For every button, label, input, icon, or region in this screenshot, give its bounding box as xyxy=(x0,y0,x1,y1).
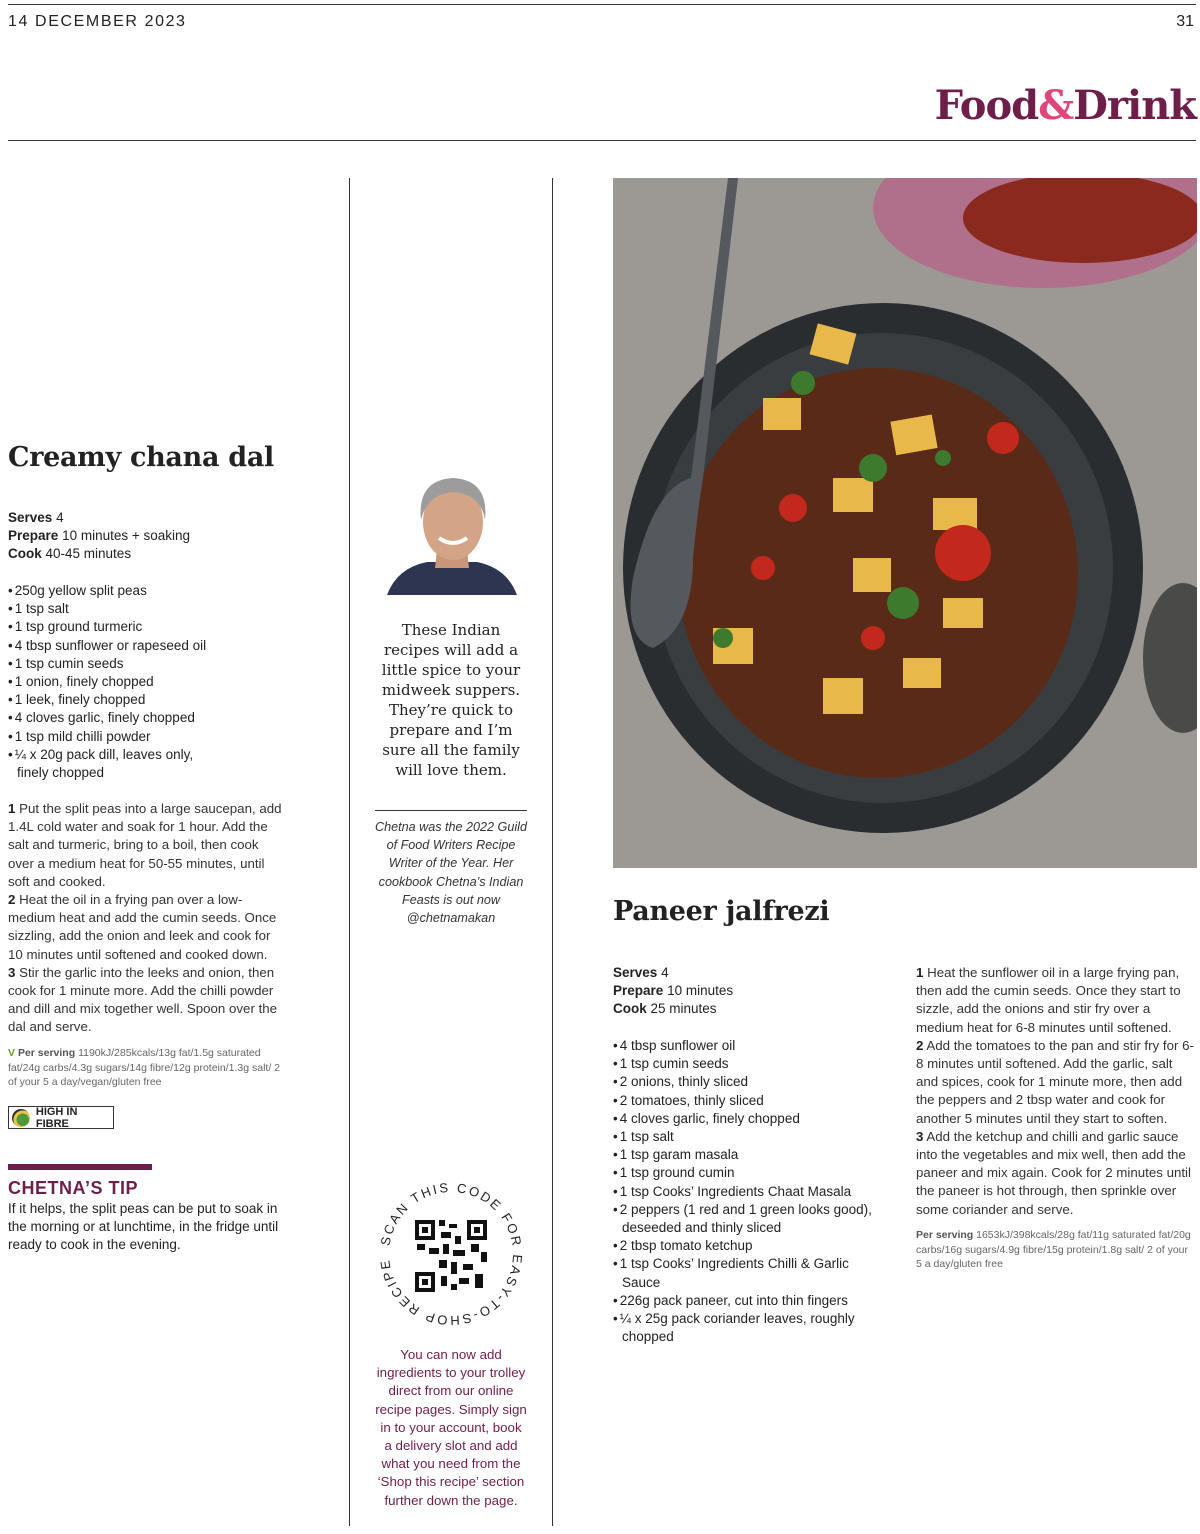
ingredient-item: • 1 tsp ground turmeric xyxy=(8,618,208,636)
prepare-value: 10 minutes xyxy=(667,983,734,999)
ingredient-item: • 4 tbsp sunflower oil xyxy=(613,1037,888,1055)
ingredient-item: • 1 tsp salt xyxy=(613,1128,888,1146)
recipe-title: Paneer jalfrezi xyxy=(613,896,830,927)
ingredient-item: • 1 onion, finely chopped xyxy=(8,673,208,691)
nutrition-text: 1190kJ/285kcals/13g fat/1.5g saturated fat/24g carbs/4.3g sugars/14g fibre/12g protein/1.3g salt/ 2 of your 5 a day/vegan/gluten free xyxy=(8,1047,281,1088)
cook-value: 25 minutes xyxy=(650,1001,717,1017)
ingredient-item: • 1 tsp garam masala xyxy=(613,1146,888,1164)
ingredient-list xyxy=(613,1037,888,1346)
method xyxy=(8,800,288,1037)
ingredient-item: • ¼ x 25g pack coriander leaves, roughly chopped xyxy=(613,1310,888,1346)
ingredient-item: • 4 cloves garlic, finely chopped xyxy=(8,709,208,727)
nutrition-info xyxy=(916,1228,1196,1272)
ingredient-item: • 2 onions, thinly sliced xyxy=(613,1073,888,1091)
step-text: Put the split peas into a large saucepan, add 1.4L cold water and soak for 1 hour. Add the salt and turmeric, bring to a boil, then cook over a medium heat for 50-55 minutes, until soft and cooked. xyxy=(8,801,282,889)
section-logo xyxy=(935,82,1196,129)
top-rule xyxy=(8,4,1196,5)
tip-title: CHETNA’S TIP xyxy=(8,1178,139,1198)
ingredient-item: • 2 tomatoes, thinly sliced xyxy=(613,1092,888,1110)
serves-value: 4 xyxy=(56,510,64,525)
cook-value: 40-45 minutes xyxy=(45,546,132,562)
prepare-value: 10 minutes + soaking xyxy=(62,528,191,544)
ingredient-item: • 4 cloves garlic, finely chopped xyxy=(613,1110,888,1128)
ingredient-item: • 226g pack paneer, cut into thin fingers xyxy=(613,1292,888,1310)
author-bio: Chetna was the 2022 Guild of Food Writers Recipe Writer of the Year. Her cookbook Chetna’s Indian Feasts is out now @chetnamakan xyxy=(375,820,527,926)
ingredient-item: • 1 tsp Cooks’ Ingredients Chaat Masala xyxy=(613,1183,888,1201)
step-text: Add the ketchup and chilli and garlic sauce into the vegetables and mix well, then add the paneer and mix again. Cook for 2 minutes until the paneer is hot through, then sprinkle over some coriander and serve. xyxy=(916,1128,1191,1217)
per-serving-label: Per serving xyxy=(916,1229,974,1241)
method xyxy=(916,964,1196,1219)
ingredient-item: • 1 leek, finely chopped xyxy=(8,691,208,709)
high-in-fibre-badge xyxy=(8,1106,114,1129)
step-text: Heat the sunflower oil in a large frying pan, then add the cumin seeds. Once they start to sizzle, add the onions and stir fry over a medium heat for 6-8 minutes until softened. xyxy=(916,965,1181,1035)
serves-label: Serves xyxy=(613,965,658,980)
ingredient-item: • 1 tsp cumin seeds xyxy=(613,1055,888,1073)
nutrition-info xyxy=(8,1046,288,1090)
recipe-title: Creamy chana dal xyxy=(8,442,274,473)
column-divider xyxy=(552,178,553,1526)
step-text: Stir the garlic into the leeks and onion, then cook for 1 minute more. Add the chilli powder and dill and mix together well. Spoon over the dal and serve. xyxy=(8,964,278,1035)
author-portrait xyxy=(377,450,527,595)
ingredient-item: • 250g yellow split peas xyxy=(8,582,208,600)
logo-word-drink: Drink xyxy=(1073,82,1196,129)
recipe-meta xyxy=(8,509,190,564)
qr-code[interactable] xyxy=(375,1178,527,1330)
step-text: Heat the oil in a frying pan over a low-medium heat and add the cumin seeds. Once sizzling, add the onion and leek and cook for 10 minutes until softened and cooked down. xyxy=(8,892,277,962)
step-text: Add the tomatoes to the pan and stir fry for 6-8 minutes until softened. Add the garlic, salt and spices, cook for 1 minute more, then add the peppers and 2 tbsp water and cook for another 5 minutes until they start to soften. xyxy=(916,1037,1194,1126)
ingredient-item: • 1 tsp mild chilli powder xyxy=(8,728,208,746)
badge-label: HIGH IN FIBRE xyxy=(35,1105,78,1130)
ingredient-item: • 1 tsp salt xyxy=(8,600,208,618)
fibre-icon xyxy=(12,1109,30,1127)
author-quote: These Indian recipes will add a little spice to your midweek suppers. They’re quick to prepare and I’m sure all the family will love them. xyxy=(381,621,521,779)
column-divider xyxy=(349,178,350,1526)
header-rule xyxy=(8,140,1196,141)
paneer-jalfrezi-photo xyxy=(613,178,1197,868)
ingredient-item: • 4 tbsp sunflower or rapeseed oil xyxy=(8,637,208,655)
nutrition-text: 1653kJ/398kcals/28g fat/11g saturated fat/20g carbs/16g sugars/4.9g fibre/15g protein/1.8g salt/ 2 of your 5 a day/gluten free xyxy=(916,1229,1191,1270)
ingredient-item: • 1 tsp ground cumin xyxy=(613,1164,888,1182)
prepare-label: Prepare xyxy=(8,528,59,544)
serves-value: 4 xyxy=(661,965,669,980)
serves-label: Serves xyxy=(8,510,53,525)
tip-text: If it helps, the split peas can be put to soak in the morning or at lunchtime, in the fridge until ready to cook in the evening. xyxy=(8,1201,279,1253)
ingredient-list xyxy=(8,582,208,782)
logo-ampersand: & xyxy=(1038,82,1074,129)
quote-rule xyxy=(375,810,527,811)
shop-recipe-text: You can now add ingredients to your trolley direct from our online recipe pages. Simply sign in to your account, book a delivery slot and add what you need from the ‘Shop this recipe’ section further down the page. xyxy=(375,1347,527,1508)
vegan-mark: V xyxy=(8,1047,16,1059)
ingredient-item: • 1 tsp Cooks’ Ingredients Chilli & Garlic Sauce xyxy=(613,1255,888,1291)
step-number: 2 xyxy=(916,1037,924,1053)
ingredient-item: • ¼ x 20g pack dill, leaves only, finely chopped xyxy=(8,746,208,782)
ingredient-item: • 2 peppers (1 red and 1 green looks good), deseeded and thinly sliced xyxy=(613,1201,888,1237)
tip-bar xyxy=(8,1164,152,1170)
method-step xyxy=(916,1037,1196,1128)
method-step xyxy=(916,964,1196,1037)
method-step xyxy=(8,964,288,1037)
cook-label: Cook xyxy=(8,546,42,562)
ingredient-item: • 2 tbsp tomato ketchup xyxy=(613,1237,888,1255)
step-number: 1 xyxy=(916,965,924,980)
step-number: 2 xyxy=(8,892,16,908)
ingredient-item: • 1 tsp cumin seeds xyxy=(8,655,208,673)
step-number: 1 xyxy=(8,801,16,816)
method-step xyxy=(8,891,288,964)
step-number: 3 xyxy=(8,964,16,980)
per-serving-label: Per serving xyxy=(17,1047,76,1059)
method-step xyxy=(916,1128,1196,1219)
page-number: 31 xyxy=(1176,13,1194,30)
logo-word-food: Food xyxy=(934,82,1039,129)
issue-date: 14 DECEMBER 2023 xyxy=(8,13,187,30)
recipe-meta xyxy=(613,964,733,1019)
prepare-label: Prepare xyxy=(613,983,664,999)
method-step xyxy=(8,800,288,891)
step-number: 3 xyxy=(916,1128,924,1144)
cook-label: Cook xyxy=(613,1001,647,1017)
qr-ring-text: SCAN THIS CODE FOR EASY-TO-SHOP RECIPE xyxy=(377,1179,526,1329)
